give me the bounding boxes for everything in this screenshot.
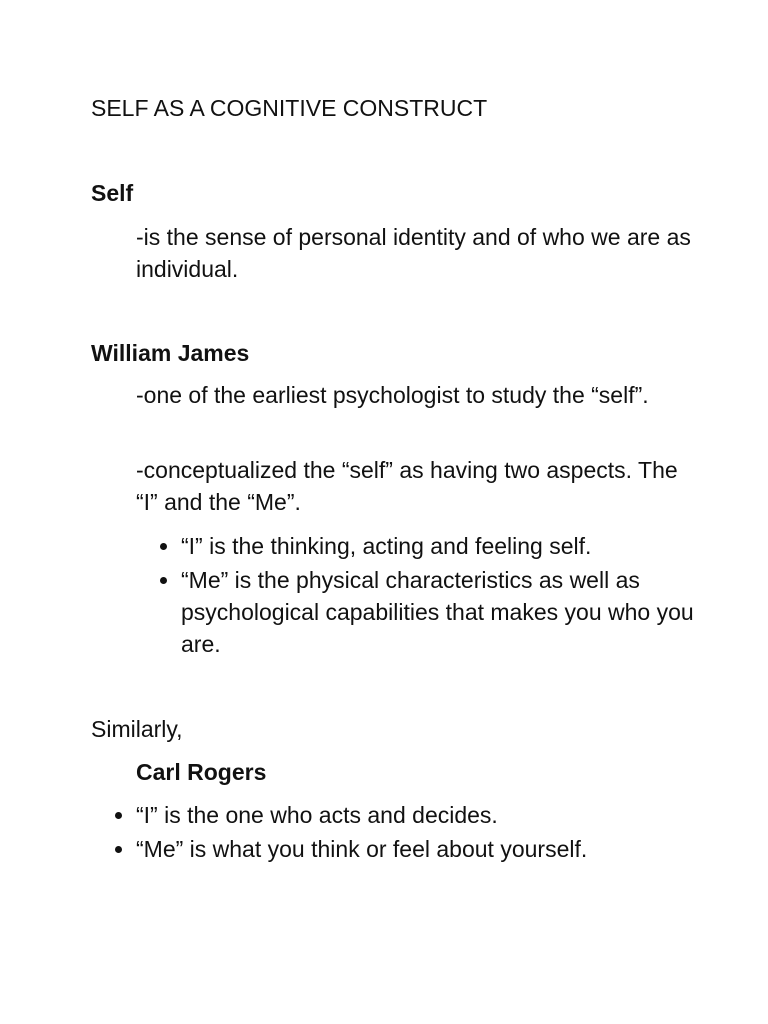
bullet-icon (115, 812, 122, 819)
carl-rogers-heading: Carl Rogers (136, 759, 267, 785)
william-james-point-2: -conceptualized the “self” as having two aspects. The “I” and the “Me”. (136, 457, 678, 515)
self-definition: -is the sense of personal identity and of who we are as individual. (136, 224, 691, 282)
list-item-text: “I” is the one who acts and decides. (136, 802, 498, 828)
william-james-point-1: -one of the earliest psychologist to study the “self”. (136, 382, 649, 408)
list-item (136, 530, 696, 562)
list-item-text: “Me” is the physical characteristics as well as psychological capabilities that makes you who you are. (181, 567, 694, 657)
bullet-icon (160, 577, 167, 584)
list-item (91, 799, 691, 831)
william-james-heading: William James (91, 340, 250, 366)
list-item (91, 833, 691, 865)
bullet-icon (115, 846, 122, 853)
bullet-icon (160, 543, 167, 550)
list-item-text: “I” is the thinking, acting and feeling self. (181, 533, 592, 559)
similarly-text: Similarly, (91, 716, 183, 742)
list-item-text: “Me” is what you think or feel about yourself. (136, 836, 588, 862)
william-james-bullet-list (136, 530, 696, 662)
document-title: SELF AS A COGNITIVE CONSTRUCT (91, 95, 488, 121)
carl-rogers-bullet-list (91, 799, 691, 867)
list-item (136, 564, 696, 660)
self-heading: Self (91, 180, 134, 206)
